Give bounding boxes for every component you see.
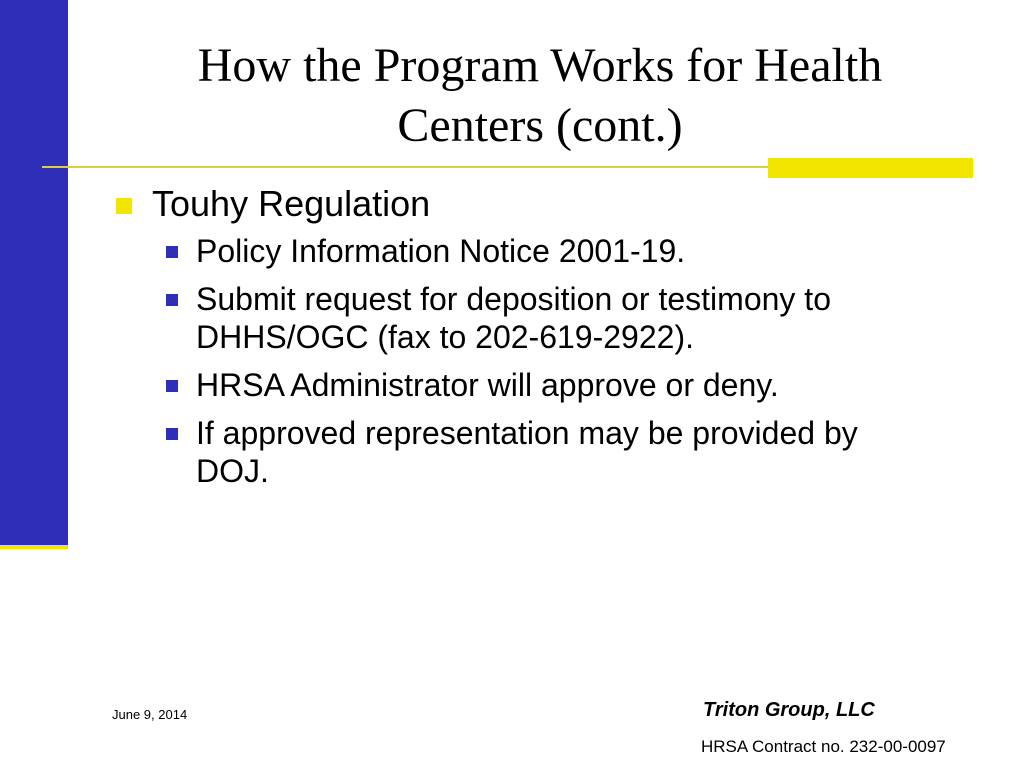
slide-title	[80, 36, 1000, 156]
bullet-text	[196, 232, 685, 270]
square-bullet-icon	[116, 198, 132, 214]
bullet-text-line: HRSA Administrator will approve or deny.	[196, 367, 779, 403]
bullet-text-line: DOJ.	[196, 453, 269, 489]
bullet-item-level2	[166, 232, 990, 270]
left-accent-bar	[0, 0, 68, 545]
title-divider-accent-block	[768, 158, 973, 178]
bullet-text: Touhy Regulation	[152, 183, 431, 224]
slide-body	[110, 182, 990, 500]
bullet-text	[196, 366, 779, 404]
footer-company: Triton Group, LLC	[703, 699, 875, 721]
bullet-item-level2	[166, 414, 990, 490]
bullet-text	[196, 280, 831, 356]
left-bar-yellow-line	[0, 545, 68, 549]
bullet-text-line: Submit request for deposition or testimony to	[196, 281, 831, 317]
bullet-item-level2	[166, 280, 990, 356]
title-line-2: Centers (cont.)	[397, 99, 683, 152]
bullet-item-level2	[166, 366, 990, 404]
footer-contract-number: HRSA Contract no. 232-00-0097	[701, 737, 946, 756]
square-bullet-icon	[166, 428, 178, 440]
square-bullet-icon	[166, 294, 178, 306]
bullet-text-line: If approved representation may be provided by	[196, 415, 858, 451]
title-line-1: How the Program Works for Health	[197, 39, 883, 92]
footer-date: June 9, 2014	[112, 707, 188, 722]
bullet-text-line: DHHS/OGC (fax to 202-619-2922).	[196, 319, 694, 355]
bullet-text-line: Policy Information Notice 2001-19.	[196, 233, 686, 269]
bullet-item-level1	[110, 182, 990, 226]
square-bullet-icon	[166, 380, 178, 392]
bullet-text	[196, 414, 858, 490]
square-bullet-icon	[166, 246, 178, 258]
sub-bullet-list	[166, 232, 990, 490]
